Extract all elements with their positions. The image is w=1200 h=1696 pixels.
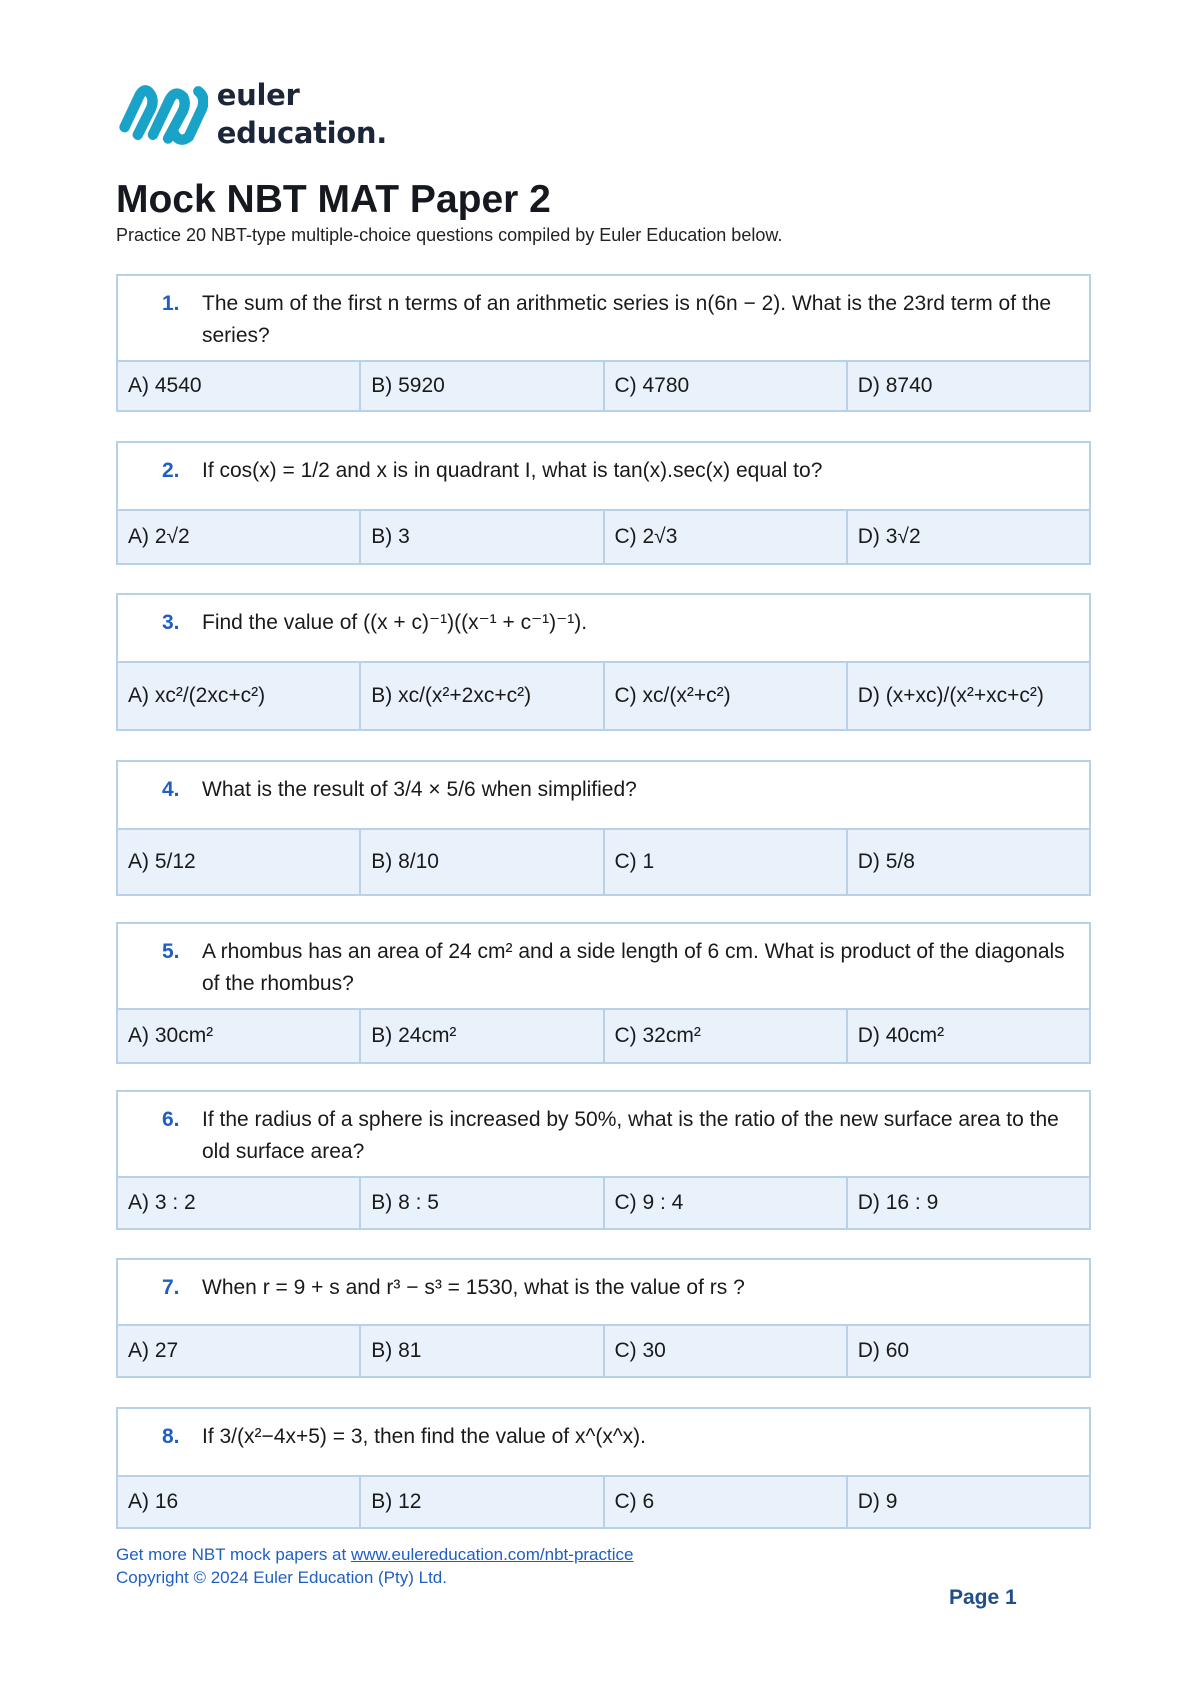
question-text: A rhombus has an area of 24 cm² and a side length of 6 cm. What is product of the diagonals of the rhombus? bbox=[202, 940, 1065, 995]
option-b[interactable]: B) 3 bbox=[361, 511, 604, 563]
answer-options bbox=[118, 830, 1089, 894]
answer-options bbox=[118, 663, 1089, 729]
option-b[interactable]: B) 24cm² bbox=[361, 1010, 604, 1062]
option-a[interactable]: A) 30cm² bbox=[118, 1010, 361, 1062]
option-b[interactable]: B) 5920 bbox=[361, 362, 604, 410]
page-number: Page 1 bbox=[949, 1586, 1017, 1609]
question-number: 4. bbox=[162, 778, 180, 801]
option-d[interactable]: D) 8740 bbox=[857, 374, 933, 397]
question-prompt bbox=[118, 1409, 1089, 1477]
option-d[interactable]: D) 5/8 bbox=[857, 850, 915, 873]
question-2 bbox=[116, 441, 1091, 565]
page-title: Mock NBT MAT Paper 2 bbox=[116, 178, 551, 221]
question-number: 7. bbox=[162, 1276, 180, 1299]
option-a[interactable]: A) 16 bbox=[118, 1477, 361, 1527]
brand-logo bbox=[117, 76, 387, 151]
option-c[interactable]: C) 4780 bbox=[605, 362, 848, 410]
question-prompt bbox=[118, 1260, 1089, 1326]
question-text: If 3/(x²−4x+5) = 3, then find the value of x^(x^x). bbox=[202, 1425, 647, 1448]
brand-name-line2: education. bbox=[216, 115, 387, 150]
option-c[interactable]: C) 1 bbox=[605, 830, 848, 894]
footer-link[interactable]: www.eulereducation.com/nbt-practice bbox=[350, 1545, 634, 1564]
option-d[interactable]: D) 40cm² bbox=[857, 1024, 945, 1047]
question-text: Find the value of ((x + c)⁻¹)((x⁻¹ + c⁻¹)⁻¹). bbox=[202, 611, 588, 634]
question-text: What is the result of 3/4 × 5/6 when simplified? bbox=[202, 778, 637, 801]
question-5 bbox=[116, 922, 1091, 1064]
option-a[interactable]: A) xc²/(2xc+c²) bbox=[118, 663, 361, 729]
page-subtitle: Practice 20 NBT-type multiple-choice questions compiled by Euler Education below. bbox=[116, 225, 783, 245]
option-b[interactable]: B) xc/(x²+2xc+c²) bbox=[361, 663, 604, 729]
option-a[interactable]: A) 27 bbox=[118, 1326, 361, 1376]
answer-options bbox=[118, 1326, 1089, 1376]
question-text: The sum of the first n terms of an arithmetic series is n(6n − 2). What is the 23rd term of the series? bbox=[202, 292, 1052, 347]
question-number: 2. bbox=[162, 459, 180, 482]
option-c[interactable]: C) xc/(x²+c²) bbox=[605, 663, 848, 729]
answer-options bbox=[118, 362, 1089, 410]
option-c[interactable]: C) 32cm² bbox=[605, 1010, 848, 1062]
option-c[interactable]: C) 6 bbox=[605, 1477, 848, 1527]
question-3 bbox=[116, 593, 1091, 731]
question-number: 5. bbox=[162, 940, 180, 963]
footer-copyright: Copyright © 2024 Euler Education (Pty) Ltd. bbox=[116, 1568, 447, 1587]
question-prompt bbox=[118, 762, 1089, 830]
option-b[interactable]: B) 12 bbox=[361, 1477, 604, 1527]
option-a[interactable]: A) 3 : 2 bbox=[118, 1178, 361, 1228]
brand-name-line1: euler bbox=[216, 77, 300, 112]
option-a[interactable]: A) 5/12 bbox=[118, 830, 361, 894]
footer bbox=[116, 1543, 633, 1589]
option-c[interactable]: C) 30 bbox=[605, 1326, 848, 1376]
question-prompt bbox=[118, 276, 1089, 362]
question-8 bbox=[116, 1407, 1091, 1529]
question-number: 6. bbox=[162, 1108, 180, 1131]
answer-options bbox=[118, 1477, 1089, 1527]
brand-name bbox=[217, 76, 387, 152]
question-prompt bbox=[118, 595, 1089, 663]
question-text: If cos(x) = 1/2 and x is in quadrant I, what is tan(x).sec(x) equal to? bbox=[202, 459, 823, 482]
option-c[interactable]: C) 9 : 4 bbox=[605, 1178, 848, 1228]
question-number: 8. bbox=[162, 1425, 180, 1448]
answer-options bbox=[118, 1178, 1089, 1228]
question-4 bbox=[116, 760, 1091, 896]
answer-options bbox=[118, 511, 1089, 563]
option-b[interactable]: B) 81 bbox=[361, 1326, 604, 1376]
question-text: When r = 9 + s and r³ − s³ = 1530, what is the value of rs ? bbox=[202, 1276, 745, 1299]
question-prompt bbox=[118, 443, 1089, 511]
option-d[interactable]: D) 60 bbox=[857, 1339, 910, 1362]
option-d[interactable]: D) 16 : 9 bbox=[857, 1191, 939, 1214]
option-a[interactable]: A) 4540 bbox=[118, 362, 361, 410]
question-prompt bbox=[118, 1092, 1089, 1178]
option-a[interactable]: A) 2√2 bbox=[118, 511, 361, 563]
option-c[interactable]: C) 2√3 bbox=[605, 511, 848, 563]
option-b[interactable]: B) 8/10 bbox=[361, 830, 604, 894]
question-6 bbox=[116, 1090, 1091, 1230]
question-1 bbox=[116, 274, 1091, 412]
option-d[interactable]: D) 9 bbox=[857, 1490, 898, 1513]
question-prompt bbox=[118, 924, 1089, 1010]
answer-options bbox=[118, 1010, 1089, 1062]
option-b[interactable]: B) 8 : 5 bbox=[361, 1178, 604, 1228]
question-7 bbox=[116, 1258, 1091, 1378]
footer-more-line bbox=[116, 1543, 633, 1566]
option-d[interactable]: D) 3√2 bbox=[857, 525, 921, 548]
question-text: If the radius of a sphere is increased by 50%, what is the ratio of the new surface area to the old surface area? bbox=[202, 1108, 1059, 1163]
question-number: 1. bbox=[162, 292, 180, 315]
footer-more-text: Get more NBT mock papers at bbox=[116, 1545, 351, 1564]
option-d[interactable]: D) (x+xc)/(x²+xc+c²) bbox=[857, 684, 1044, 707]
euler-logo-icon bbox=[117, 76, 208, 151]
question-number: 3. bbox=[162, 611, 180, 634]
